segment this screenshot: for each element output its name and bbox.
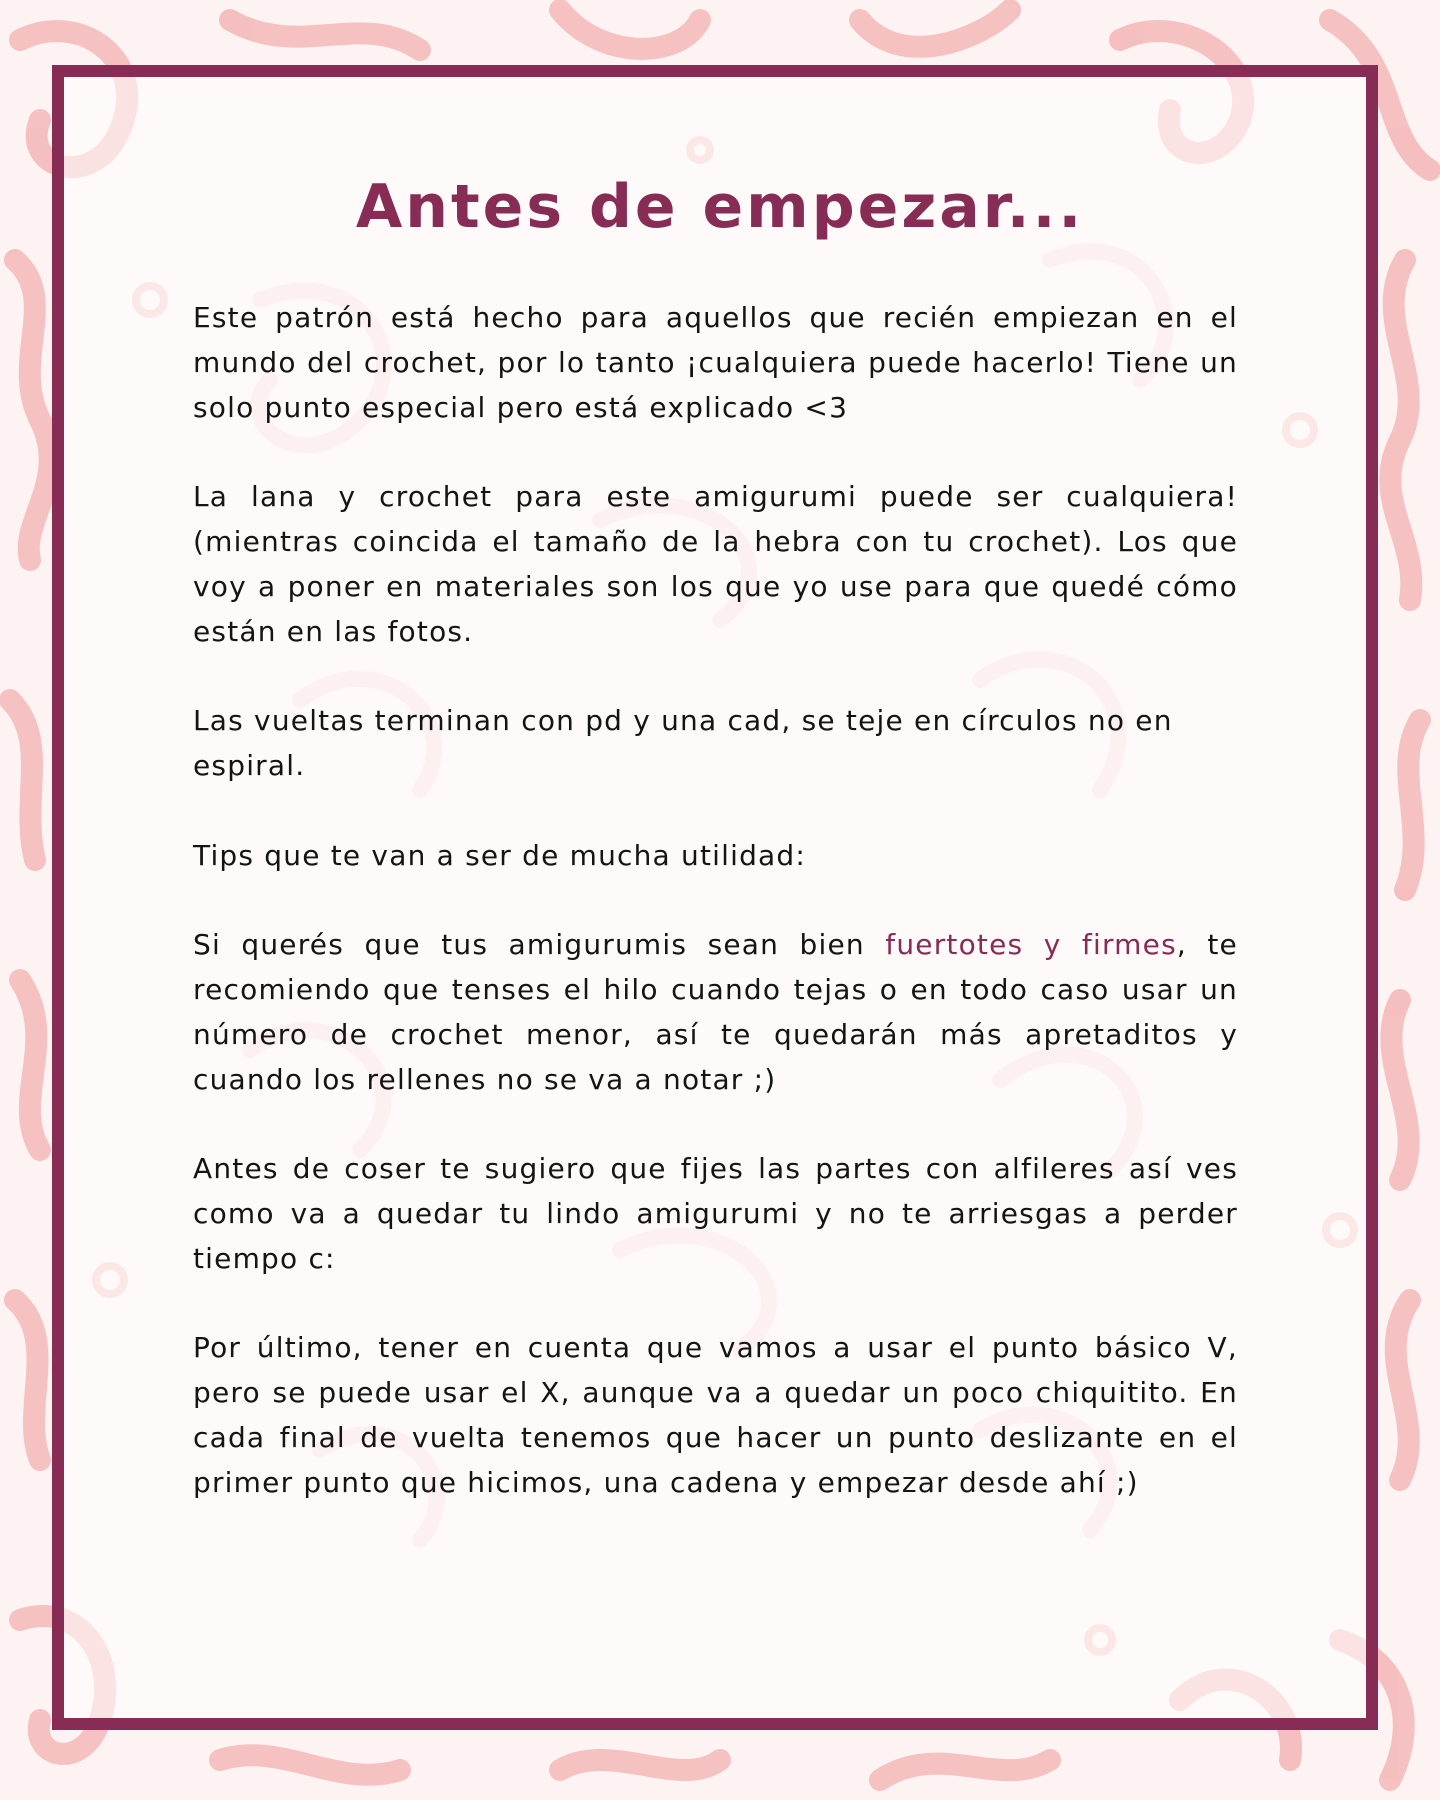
- tip1-highlight: fuertotes y firmes: [885, 928, 1177, 962]
- tip-firm-amigurumis: [193, 923, 1238, 1102]
- tip-pins: Antes de coser te sugiero que fijes las partes con alfileres así ves como va a quedar tu lindo amigurumi y no te arriesgas a perder tiempo c:: [193, 1152, 1238, 1275]
- page-title: Antes de empezar...: [355, 172, 1085, 242]
- tip-stitch: Por último, tener en cuenta que vamos a usar el punto básico V, pero se puede usar el X, aunque va a quedar un poco chiquitito. En cada final de vuelta tenemos que hacer un punto deslizante en el primer punto que hicimos, una cadena y empezar desde ahí ;): [193, 1331, 1238, 1499]
- tips-heading: Tips que te van a ser de mucha utilidad:: [193, 838, 807, 872]
- tip1-text-start: Si querés que tus amigurumis sean bien: [193, 928, 886, 962]
- rounds-paragraph: Las vueltas terminan con pd y una cad, se teje en círculos no en espiral.: [193, 704, 1173, 782]
- intro-paragraph: Este patrón está hecho para aquellos que recién empiezan en el mundo del crochet, por lo tanto ¡cualquiera puede hacerlo! Tiene un solo punto especial pero está explicado <3: [193, 301, 1238, 424]
- body-text: [193, 296, 1238, 1550]
- tip1-text-end: , te recomiendo que tenses el hilo cuando tejas o en todo caso usar un número de crochet menor, así te quedarán más apretaditos y cuando los rellenes no se va a notar ;): [193, 928, 1238, 1096]
- materials-paragraph: La lana y crochet para este amigurumi puede ser cualquiera! (mientras coincida el tamaño de la hebra con tu crochet). Los que voy a poner en materiales son los que yo use para que quedé cómo están en las fotos.: [193, 480, 1238, 648]
